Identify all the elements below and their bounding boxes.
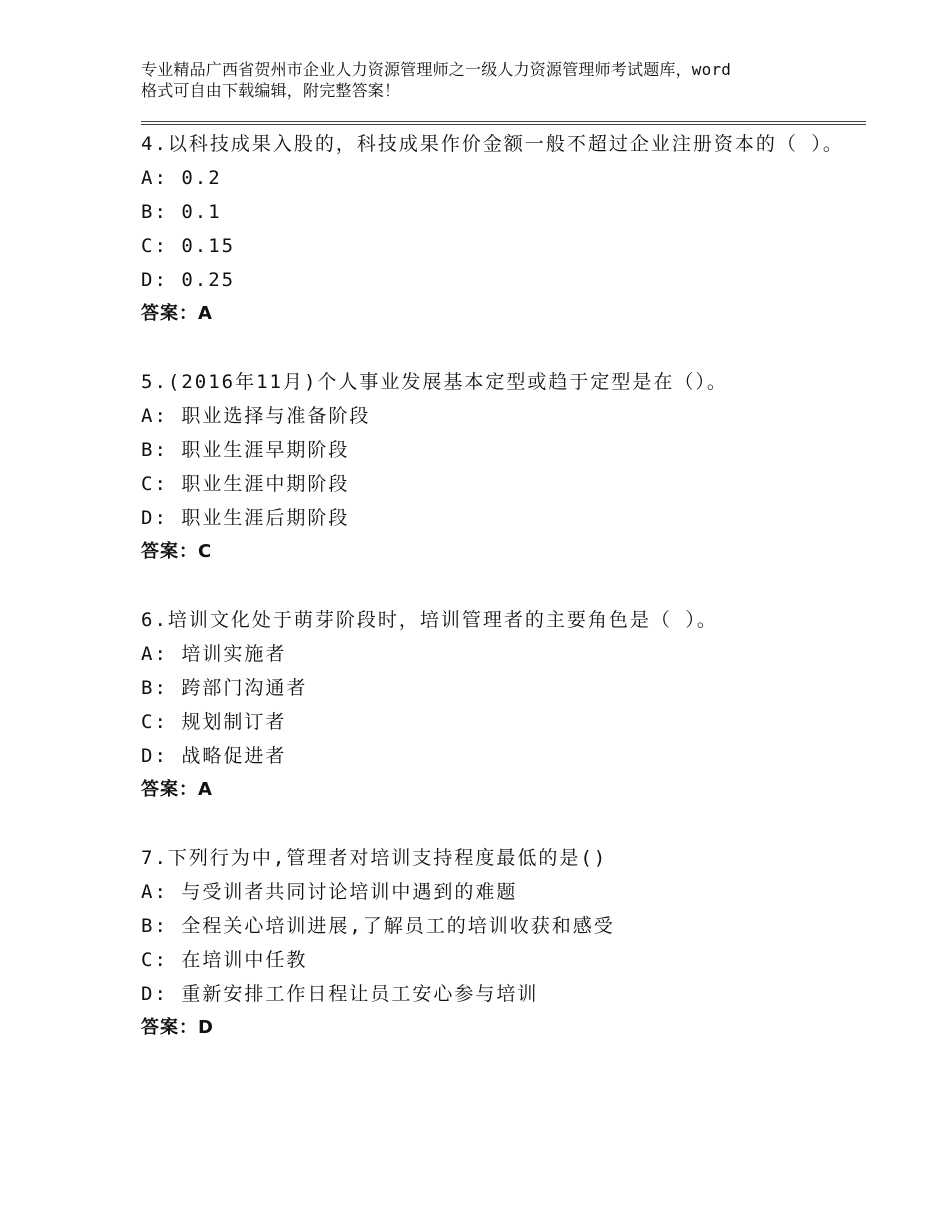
header-line-1: 专业精品广西省贺州市企业人力资源管理师之一级人力资源管理师考试题库，word <box>141 60 732 79</box>
option-a: A: 培训实施者 <box>141 643 287 665</box>
option-a: A: 0.2 <box>141 167 222 189</box>
option-b: B: 全程关心培训进展,了解员工的培训收获和感受 <box>141 915 615 937</box>
option-c: C: 在培训中任教 <box>141 949 308 971</box>
question-stem: 6.培训文化处于萌芽阶段时，培训管理者的主要角色是（ ）。 <box>141 609 718 631</box>
option-b: B: 跨部门沟通者 <box>141 677 308 699</box>
question-stem: 5.(2016年11月)个人事业发展基本定型或趋于定型是在（）。 <box>141 371 728 393</box>
option-b: B: 0.1 <box>141 201 222 223</box>
document-header <box>141 59 831 101</box>
answer-label: 答案：A <box>141 303 213 324</box>
spacer <box>141 807 866 841</box>
option-b: B: 职业生涯早期阶段 <box>141 439 350 461</box>
option-c: C: 职业生涯中期阶段 <box>141 473 350 495</box>
question-stem: 7.下列行为中,管理者对培训支持程度最低的是() <box>141 847 608 869</box>
answer-label: 答案：A <box>141 779 213 800</box>
option-d: D: 重新安排工作日程让员工安心参与培训 <box>141 983 539 1005</box>
option-c: C: 0.15 <box>141 235 236 257</box>
option-a: A: 与受训者共同讨论培训中遇到的难题 <box>141 881 518 903</box>
question-block-4 <box>141 127 866 331</box>
question-block-6 <box>141 603 866 807</box>
question-stem: 4.以科技成果入股的，科技成果作价金额一般不超过企业注册资本的（ ）。 <box>141 133 844 155</box>
option-d: D: 0.25 <box>141 269 236 291</box>
answer-label: 答案：D <box>141 1017 214 1038</box>
option-d: D: 职业生涯后期阶段 <box>141 507 350 529</box>
question-list <box>141 127 866 1045</box>
spacer <box>141 569 866 603</box>
question-block-5 <box>141 365 866 569</box>
spacer <box>141 331 866 365</box>
header-line-2: 格式可自由下载编辑，附完整答案！ <box>141 81 401 100</box>
question-block-7 <box>141 841 866 1045</box>
answer-label: 答案：C <box>141 541 213 562</box>
header-divider-bottom <box>141 124 866 125</box>
option-d: D: 战略促进者 <box>141 745 287 767</box>
header-divider-top <box>141 121 866 122</box>
option-c: C: 规划制订者 <box>141 711 287 733</box>
option-a: A: 职业选择与准备阶段 <box>141 405 371 427</box>
